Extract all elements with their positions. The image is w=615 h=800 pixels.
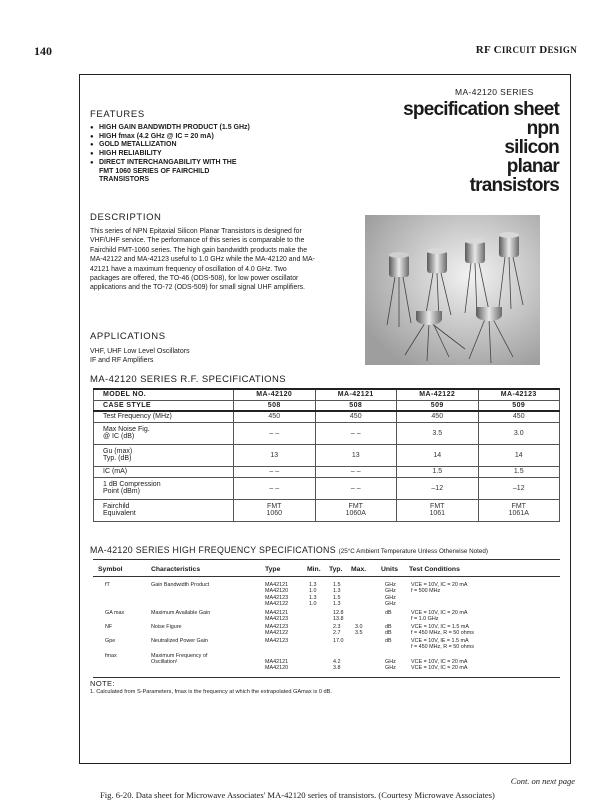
- table-cell: FMT 1060A: [315, 499, 397, 521]
- table-cell: 13: [234, 444, 316, 466]
- table-cell: FMT 1060: [234, 499, 316, 521]
- hf-conditions: VCE = 10V, IC = 20 mA f = 500 MHz: [411, 582, 468, 595]
- column-header: Units: [381, 566, 398, 573]
- hf-conditions: VCE = 10V, IC = 20 mA f = 1.0 GHz: [411, 610, 468, 623]
- table-row: [94, 411, 560, 422]
- table-cell: – –: [234, 477, 316, 499]
- row-label: CASE STYLE: [94, 400, 234, 411]
- hf-spec-heading: [90, 545, 488, 555]
- hf-characteristic: Maximum Frequency of Oscillation¹: [151, 653, 208, 666]
- row-label: Gu (max) Typ. (dB): [94, 444, 234, 466]
- column-header: Symbol: [98, 566, 123, 573]
- hf-units: GHz GHz: [385, 659, 396, 672]
- feature-item: ● HIGH GAIN BANDWIDTH PRODUCT (1.5 GHz): [90, 124, 335, 133]
- note-heading: NOTE:: [90, 679, 115, 688]
- hf-characteristic: Maximum Available Gain: [151, 610, 211, 616]
- title-line: silicon: [504, 137, 559, 158]
- description-heading: DESCRIPTION: [90, 212, 162, 223]
- hf-symbol: NF: [105, 624, 113, 630]
- table-cell: – –: [315, 477, 397, 499]
- table-cell: 508: [315, 400, 397, 411]
- title-line: specification sheet: [403, 99, 559, 120]
- hf-types: MA42123: [265, 638, 289, 644]
- hf-typ: 4.2 3.8: [333, 659, 341, 672]
- divider: [93, 576, 560, 577]
- feature-item: FMT 1060 SERIES OF FAIRCHILD: [99, 167, 210, 175]
- hf-units: GHz GHz GHz GHz: [385, 582, 396, 608]
- hf-typ: 1.5 1.3 1.5 1.3: [333, 582, 341, 608]
- transistor-photo: [365, 215, 540, 365]
- table-cell: 13: [315, 444, 397, 466]
- row-label: Max Noise Fig. @ IC (dB): [94, 422, 234, 444]
- table-cell: 14: [478, 444, 560, 466]
- hf-max: 3.0 3.5: [355, 624, 363, 637]
- page-number: 140: [34, 44, 52, 58]
- table-cell: – –: [234, 466, 316, 477]
- application-item: VHF, UHF Low Level Oscillators: [90, 348, 190, 355]
- table-row: [94, 466, 560, 477]
- hf-heading-text: MA-42120 SERIES HIGH FREQUENCY SPECIFICATIONS: [90, 545, 336, 555]
- hf-conditions: VCE = 10V, IE = 1.5 mA f = 450 MHz, R = 50 ohms: [411, 638, 474, 651]
- hf-units: dB: [385, 638, 392, 644]
- hf-spec-table: [93, 561, 560, 751]
- hf-typ: 2.3 2.7: [333, 624, 341, 637]
- table-cell: MA-42120: [234, 389, 316, 400]
- column-header: Min.: [307, 566, 321, 573]
- feature-item: ● GOLD METALLIZATION: [90, 141, 335, 150]
- hf-units: dB: [385, 610, 392, 616]
- table-cell: 450: [315, 411, 397, 422]
- application-item: IF and RF Amplifiers: [90, 357, 154, 364]
- title-line: npn: [526, 118, 559, 139]
- table-row: [94, 444, 560, 466]
- feature-item: TRANSISTORS: [99, 176, 150, 184]
- table-cell: FMT 1061A: [478, 499, 560, 521]
- table-cell: 3.0: [478, 422, 560, 444]
- row-label: Test Frequency (MHz): [94, 411, 234, 422]
- hf-min: 1.3 1.0 1.3 1.0: [309, 582, 317, 608]
- table-cell: 14: [397, 444, 479, 466]
- column-header: Type: [265, 566, 281, 573]
- table-row: [94, 499, 560, 521]
- hf-symbol: GA max: [105, 610, 125, 616]
- column-header: Test Conditions: [409, 566, 460, 573]
- title-line: transistors: [469, 175, 559, 196]
- sheet-title: [403, 100, 559, 195]
- hf-typ: 17.0: [333, 638, 344, 644]
- hf-conditions: VCE = 10V, IC = 1.5 mA f = 450 MHz, R = 50 ohms: [411, 624, 474, 637]
- feature-item: ● DIRECT INTERCHANGABILITY WITH THE: [90, 159, 335, 168]
- running-head-part-3: D: [536, 44, 548, 56]
- table-row: [94, 477, 560, 499]
- row-label: Fairchild Equivalent: [94, 499, 234, 521]
- table-cell: 509: [478, 400, 560, 411]
- figure-caption: Fig. 6-20. Data sheet for Microwave Associates' MA-42120 series of transistors. (Courtesy Microwave Associates): [100, 790, 495, 800]
- table-cell: MA-42122: [397, 389, 479, 400]
- table-cell: – –: [315, 466, 397, 477]
- hf-types: MA42121 MA42120: [265, 659, 289, 672]
- table-cell: –12: [397, 477, 479, 499]
- table-cell: 1.5: [478, 466, 560, 477]
- running-head-part-2: IRCUIT: [501, 45, 537, 55]
- feature-item: ● HIGH fmax (4.2 GHz @ IC = 20 mA): [90, 133, 335, 142]
- table-row: [94, 389, 560, 400]
- table-cell: MA-42121: [315, 389, 397, 400]
- divider: [93, 677, 560, 678]
- table-cell: 450: [397, 411, 479, 422]
- running-head-part-4: ESIGN: [547, 45, 577, 55]
- table-cell: MA-42123: [478, 389, 560, 400]
- row-label: MODEL NO.: [94, 389, 234, 400]
- table-cell: FMT 1061: [397, 499, 479, 521]
- specification-sheet: [79, 74, 571, 764]
- hf-symbol: fT: [105, 582, 110, 588]
- table-cell: –12: [478, 477, 560, 499]
- feature-item: ● HIGH RELIABILITY: [90, 150, 335, 159]
- features-list: [90, 124, 335, 185]
- title-line: planar: [506, 156, 559, 177]
- divider: [93, 559, 560, 560]
- rf-spec-heading: MA-42120 SERIES R.F. SPECIFICATIONS: [90, 374, 286, 385]
- hf-types: MA42123 MA42122: [265, 624, 289, 637]
- features-heading: FEATURES: [90, 109, 145, 120]
- applications-heading: APPLICATIONS: [90, 331, 166, 342]
- running-head: [476, 44, 577, 56]
- description-text: This series of NPN Epitaxial Silicon Planar Transistors is designed for VHF/UHF service. The performance of this series is comparable to the Fairchild FMT-1060 series. The high gain bandwidth products make the MA-42122 and MA-42123 useful to 1.0 GHz while the MA-42120 and MA-42121 have a maximum frequency of oscillation of 4.0 GHz. Two packages are offered, the TO-46 (ODS-508), for low power oscillator applications and the TO-72 (ODS-509) for small signal UHF amplifiers.: [90, 228, 315, 292]
- hf-typ: 12.8 13.8: [333, 610, 344, 623]
- running-head-part-1: RF C: [475, 44, 502, 56]
- table-cell: 3.5: [397, 422, 479, 444]
- continued-label: Cont. on next page: [510, 776, 575, 786]
- hf-conditions: VCE = 10V, IC = 20 mA VCE = 10V, IC = 20 mA: [411, 659, 468, 672]
- table-row: [94, 400, 560, 411]
- hf-units: dB dB: [385, 624, 392, 637]
- table-cell: – –: [315, 422, 397, 444]
- column-header: Max.: [351, 566, 367, 573]
- hf-heading-note: (25°C Ambient Temperature Unless Otherwise Noted): [338, 548, 489, 555]
- table-cell: 509: [397, 400, 479, 411]
- column-header: Characteristics: [151, 566, 201, 573]
- applications-list: [90, 347, 190, 365]
- hf-characteristic: Gain Bandwidth Product: [151, 582, 210, 588]
- hf-symbol: Gpe: [105, 638, 116, 644]
- hf-types: MA42121 MA42120 MA42123 MA42122: [265, 582, 289, 608]
- table-cell: 450: [478, 411, 560, 422]
- table-row: [94, 422, 560, 444]
- table-cell: 1.5: [397, 466, 479, 477]
- table-cell: 450: [234, 411, 316, 422]
- table-cell: 508: [234, 400, 316, 411]
- row-label: IC (mA): [94, 466, 234, 477]
- series-label: MA-42120 SERIES: [455, 87, 534, 97]
- hf-symbol: fmax: [105, 653, 117, 659]
- hf-characteristic: Neutralized Power Gain: [151, 638, 208, 644]
- hf-types: MA42121 MA42123: [265, 610, 289, 623]
- table-cell: – –: [234, 422, 316, 444]
- hf-characteristic: Noise Figure: [151, 624, 182, 630]
- rf-spec-table: [93, 388, 560, 522]
- note-text: 1. Calculated from S-Parameters, fmax is the frequency at which the extrapolated GAmax is 0 dB.: [90, 689, 332, 695]
- column-header: Typ.: [329, 566, 343, 573]
- row-label: 1 dB Compression Point (dBm): [94, 477, 234, 499]
